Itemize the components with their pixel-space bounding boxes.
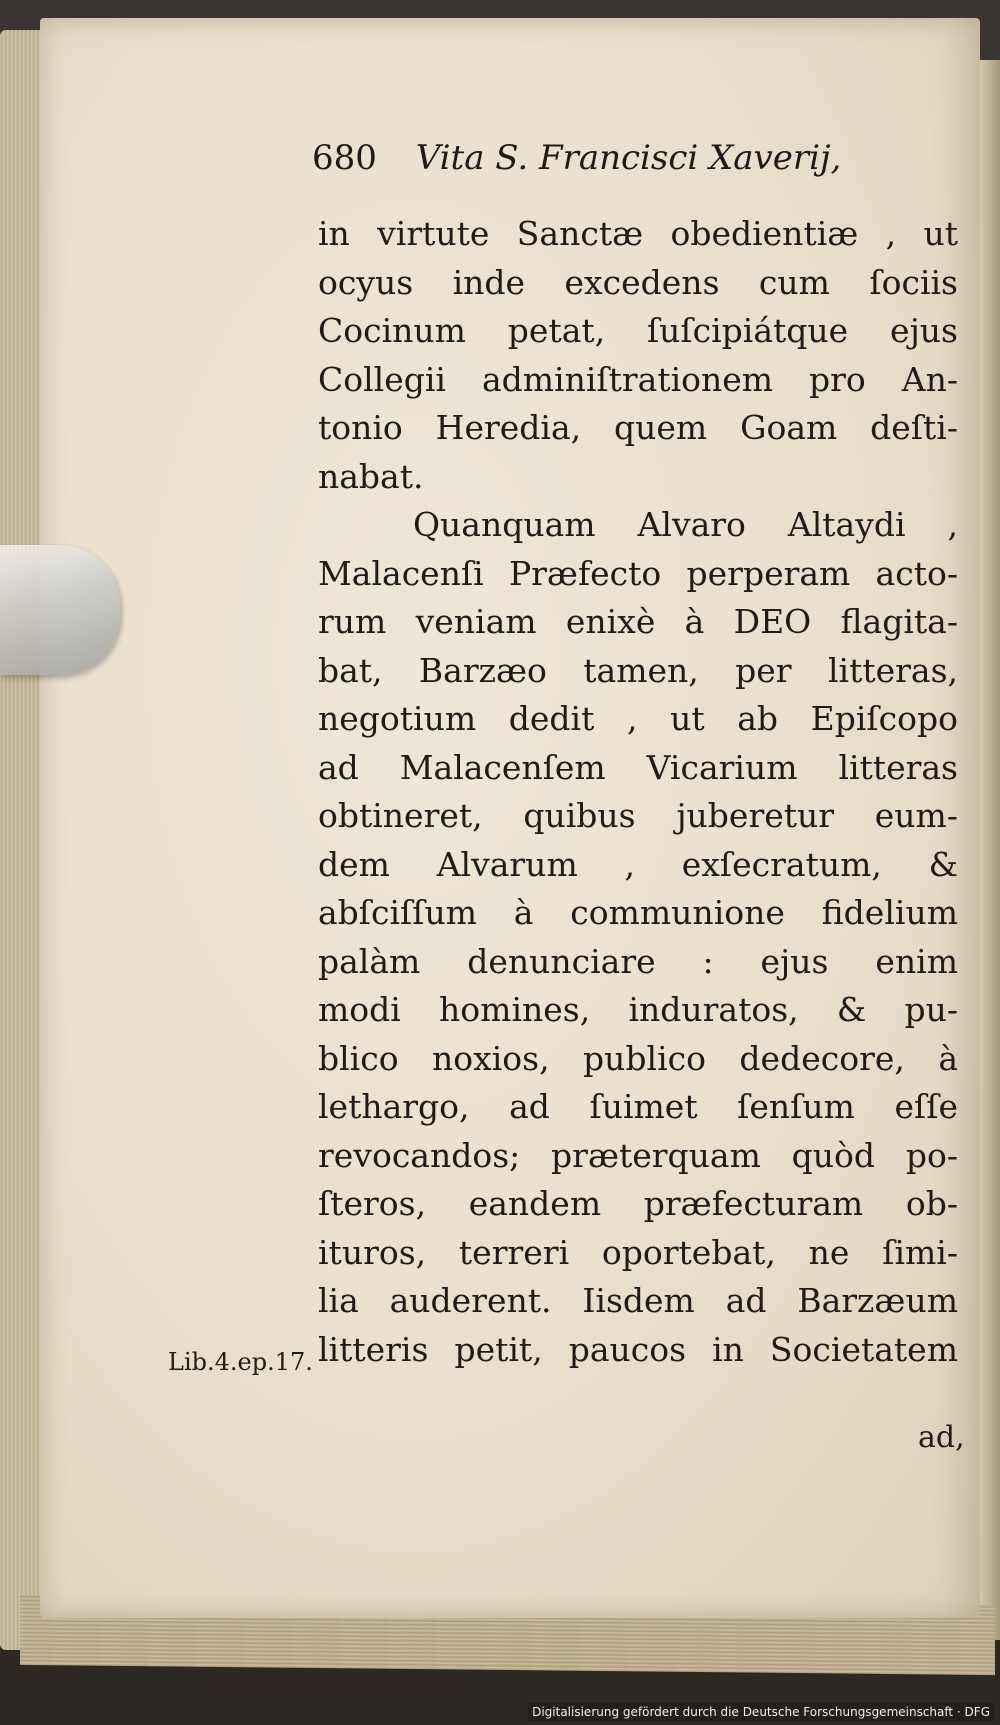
marginal-note: Lib.4.ep.17. [168,1348,313,1376]
text-line: blico noxios, publico dedecore, à [318,1038,958,1078]
running-title: Vita S. Francisci Xaverij, [415,138,842,178]
text-line: abſciſſum à communione fidelium [318,893,958,932]
text-line: bat, Barzæo tamen, per litteras, [318,650,958,690]
text-line: negotium dedit , ut ab Epiſcopo [318,699,958,738]
text-line: revocandos; præterquam quòd po- [318,1135,958,1175]
catchword: ad, [918,1420,965,1455]
text-line: ad Malacenſem Vicarium litteras [318,747,958,787]
text-line: Cocinum petat, ſuſcipiátque ejus [318,311,958,350]
text-line: Malacenſi Præfecto perperam acto- [318,553,958,593]
text-line: ocyus inde excedens cum ſociis [318,262,958,302]
book-edge-right [978,60,1000,1640]
running-head [312,138,841,178]
text-line: in virtute Sanctæ obedientiæ , ut [318,214,958,253]
digitization-credit: Digitalisierung gefördert durch die Deutsche Forschungsgemeinschaft · DFG [528,1703,994,1721]
text-line: modi homines, induratos, & pu- [318,990,958,1029]
text-line: tonio Heredia, quem Goam deſti- [318,408,958,447]
body-text [318,210,958,1374]
text-line: Quanquam Alvaro Altaydi , [413,505,958,544]
text-line: lia auderent. Iisdem ad Barzæum [318,1281,958,1320]
text-line: litteris petit, paucos in Societatem [318,1329,958,1369]
page-clip [0,545,120,675]
text-line: dem Alvarum , exſecratum, & [318,844,958,884]
page-number: 680 [312,138,377,178]
text-line: lethargo, ad ſuimet ſenſum eſſe [318,1087,958,1126]
text-line: palàm denunciare : ejus enim [318,941,958,981]
text-line: ituros, terreri oportebat, ne ſimi- [318,1232,958,1272]
text-line: nabat. [318,456,424,496]
text-line: ſteros, eandem præfecturam ob- [318,1184,958,1223]
text-line: obtineret, quibus juberetur eum- [318,796,958,835]
text-line: Collegii adminiſtrationem pro An- [318,359,958,399]
text-line: rum veniam enixè à DEO flagita- [318,602,958,641]
